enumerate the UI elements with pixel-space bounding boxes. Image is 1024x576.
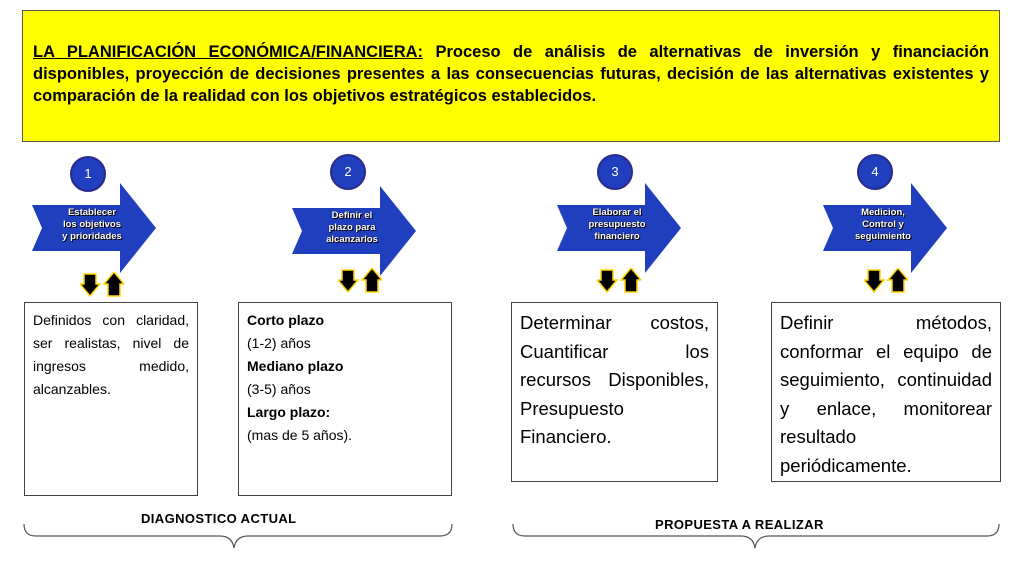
short-term-label: Corto plazo bbox=[247, 312, 324, 328]
header-definition bbox=[22, 10, 1000, 142]
medium-term-value: (3-5) años bbox=[247, 381, 311, 397]
step-1-updown-icons bbox=[80, 272, 124, 298]
down-arrow-icon bbox=[864, 270, 884, 292]
timeframe-box bbox=[238, 302, 452, 496]
step-3-updown-icons bbox=[597, 268, 641, 294]
section-label-diagnostico: DIAGNOSTICO ACTUAL bbox=[141, 511, 297, 526]
step-2-updown-icons bbox=[338, 268, 382, 294]
down-arrow-icon bbox=[597, 270, 617, 292]
step-2-arrow bbox=[292, 186, 420, 276]
up-arrow-icon bbox=[362, 268, 382, 292]
brace-propuesta bbox=[511, 522, 1001, 550]
step-2-number: 2 bbox=[344, 164, 352, 179]
budget-box bbox=[511, 302, 718, 482]
step-4-number: 4 bbox=[871, 164, 879, 179]
step-4-updown-icons bbox=[864, 268, 908, 294]
medium-term-label: Mediano plazo bbox=[247, 358, 344, 374]
up-arrow-icon bbox=[888, 268, 908, 292]
long-term-value: (mas de 5 años). bbox=[247, 427, 353, 443]
up-arrow-icon bbox=[104, 272, 124, 296]
header-title: LA PLANIFICACIÓN ECONÓMICA/FINANCIERA: bbox=[33, 43, 424, 61]
budget-text: Determinar costos, Cuantificar los recursos Disponibles, Presupuesto Financiero. bbox=[520, 312, 709, 447]
step-3-label: Elaborar el presupuesto financiero bbox=[588, 207, 646, 242]
step-4-arrow bbox=[823, 183, 951, 273]
step-1-number: 1 bbox=[84, 166, 92, 181]
header-text: Proceso de análisis de alternativas de inversión y financiación disponibles, proyección de decisiones presentes a las consecuencias futuras, decisión de las alternativas existentes y comparación de la realidad con los objetivos estratégicos establecidos. bbox=[33, 43, 989, 105]
step-1-label: Establecer los objetivos y prioridades bbox=[62, 207, 122, 242]
step-3-number: 3 bbox=[611, 164, 619, 179]
short-term-value: (1-2) años bbox=[247, 335, 311, 351]
objectives-text: Definidos con claridad, ser realistas, nivel de ingresos medido, alcanzables. bbox=[33, 312, 189, 397]
brace-diagnostico bbox=[22, 522, 454, 550]
section-label-propuesta: PROPUESTA A REALIZAR bbox=[655, 517, 824, 532]
objectives-box bbox=[24, 302, 198, 496]
step-1-arrow bbox=[32, 183, 160, 273]
step-3-arrow bbox=[557, 183, 685, 273]
step-4-label: Medicion, Control y seguimiento bbox=[855, 207, 911, 242]
long-term-label: Largo plazo: bbox=[247, 404, 331, 420]
monitoring-box bbox=[771, 302, 1001, 482]
up-arrow-icon bbox=[621, 268, 641, 292]
down-arrow-icon bbox=[80, 274, 100, 296]
down-arrow-icon bbox=[338, 270, 358, 292]
monitoring-text: Definir métodos, conformar el equipo de seguimiento, continuidad y enlace, monitorear resultado periódicamente. bbox=[780, 312, 992, 476]
step-2-number-circle bbox=[330, 154, 366, 190]
step-2-label: Definir el plazo para alcanzarlos bbox=[326, 210, 378, 245]
